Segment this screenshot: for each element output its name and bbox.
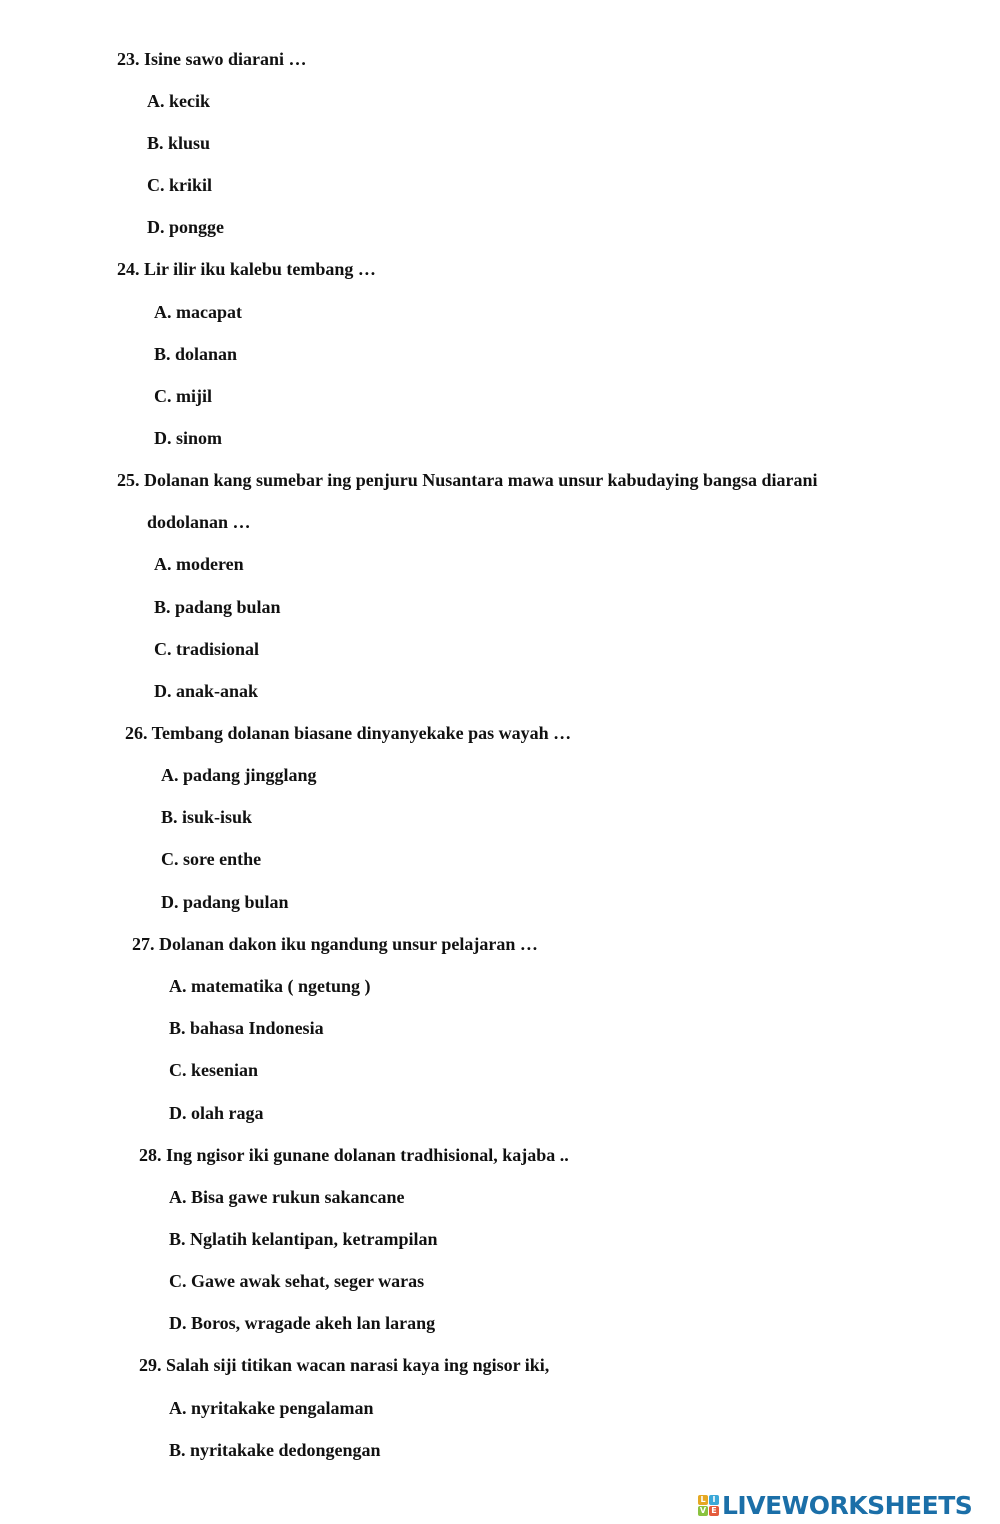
question-23-option-b: B. klusu	[147, 133, 211, 153]
question-23-option-d: D. pongge	[147, 217, 225, 237]
question-24-option-b: B. dolanan	[154, 344, 238, 364]
logo-tile-e: E	[709, 1506, 719, 1516]
question-26-option-b: B. isuk-isuk	[161, 807, 253, 827]
question-23-stem: 23. Isine sawo diarani …	[117, 49, 307, 69]
question-27-stem: 27. Dolanan dakon iku ngandung unsur pelajaran …	[132, 934, 538, 954]
question-24-option-d: D. sinom	[154, 428, 223, 448]
question-29-option-b: B. nyritakake dedongengan	[169, 1440, 381, 1460]
question-25-stem-line-1: 25. Dolanan kang sumebar ing penjuru Nusantara mawa unsur kabudaying bangsa diarani	[117, 470, 818, 490]
liveworksheets-logo-text: LIVEWORKSHEETS	[722, 1490, 973, 1520]
liveworksheets-logo-icon	[698, 1495, 719, 1516]
question-23-option-c: C. krikil	[147, 175, 213, 195]
question-26-option-a: A. padang jingglang	[161, 765, 317, 785]
question-29-stem: 29. Salah siji titikan wacan narasi kaya ing ngisor iki,	[139, 1355, 550, 1375]
question-24-option-a: A. macapat	[154, 302, 242, 322]
question-28-stem: 28. Ing ngisor iki gunane dolanan tradhisional, kajaba ..	[139, 1145, 569, 1165]
question-25-option-b: B. padang bulan	[154, 597, 281, 617]
question-24-stem: 24. Lir ilir iku kalebu tembang …	[117, 259, 376, 279]
question-25-option-c: C. tradisional	[154, 639, 260, 659]
question-23-option-a: A. kecik	[147, 91, 210, 111]
question-26-option-c: C. sore enthe	[161, 849, 262, 869]
question-27-option-d: D. olah raga	[169, 1103, 264, 1123]
question-27-option-a: A. matematika ( ngetung )	[169, 976, 371, 996]
question-27-option-c: C. kesenian	[169, 1060, 259, 1080]
question-25-stem-line-2: dodolanan …	[147, 512, 251, 532]
question-25-option-a: A. moderen	[154, 554, 244, 574]
question-27-option-b: B. bahasa Indonesia	[169, 1018, 324, 1038]
question-26-stem: 26. Tembang dolanan biasane dinyanyekake pas wayah …	[125, 723, 572, 743]
question-28-option-a: A. Bisa gawe rukun sakancane	[169, 1187, 405, 1207]
logo-tile-v: V	[699, 1505, 707, 1515]
logo-tile-l: L	[698, 1495, 708, 1505]
question-26-option-d: D. padang bulan	[161, 892, 289, 912]
question-28-option-b: B. Nglatih kelantipan, ketrampilan	[169, 1229, 438, 1249]
question-28-option-c: C. Gawe awak sehat, seger waras	[169, 1271, 425, 1291]
logo-tile-i: I	[709, 1495, 719, 1505]
question-28-option-d: D. Boros, wragade akeh lan larang	[169, 1313, 436, 1333]
liveworksheets-logo	[698, 1490, 972, 1520]
question-24-option-c: C. mijil	[154, 386, 212, 406]
question-29-option-a: A. nyritakake pengalaman	[169, 1398, 374, 1418]
question-25-option-d: D. anak-anak	[154, 681, 259, 701]
